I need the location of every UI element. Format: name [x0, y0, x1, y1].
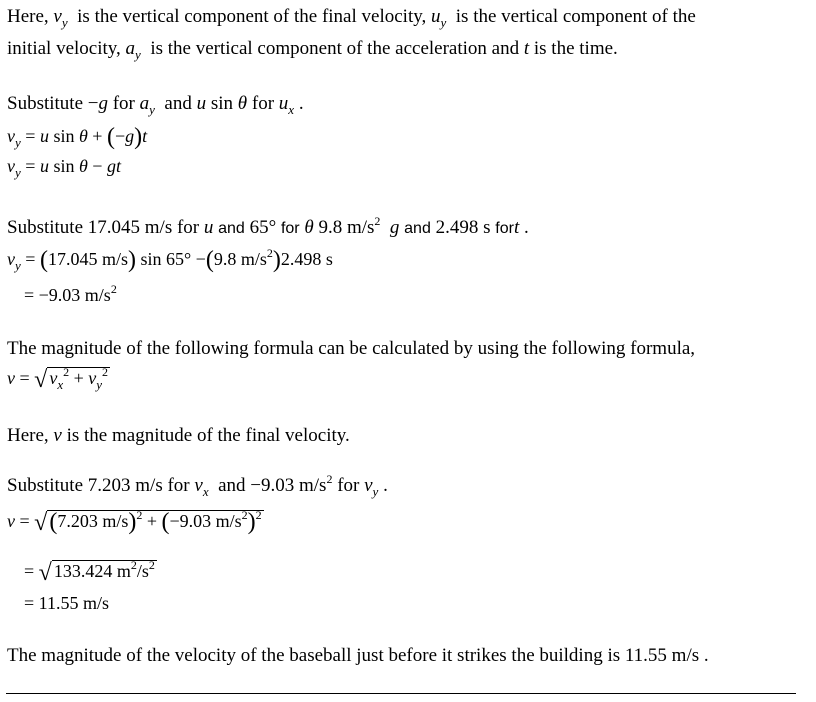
- substitute-3-text: Substitute 7.203 m/s for $v_x$ and −9.03 $m/s^2$ for $v_y$ .: [7, 472, 388, 499]
- substitute-2-eq-1: $v_y = (17.045$ m/s) sin 65° −(9.8 $m/s^2)2.498$ s: [7, 246, 333, 273]
- intro-line-2: initial velocity, $a_y$ is the vertical component of the acceleration and t is the time.: [7, 38, 618, 62]
- bottom-divider: [6, 693, 796, 694]
- substitute-3-eq-1: v = √(7.203 m/s)$^2$ + (−9.03 $m/s^2)^2$: [7, 508, 262, 536]
- substitute-2-eq-2: = −9.03 $m/s^2$: [24, 282, 117, 305]
- substitute-1-eq-1: $v_y = u$ sin θ + (−g)t: [7, 124, 148, 150]
- magnitude-text: The magnitude of the following formula can be calculated by using the following formula,: [7, 338, 696, 359]
- magnitude-formula: v = √ $v_x^2 + v_y^2$: [7, 365, 109, 393]
- intro-line-1: Here, $v_y$ is the vertical component of the final velocity, $u_y$ is the vertical component of the: [7, 6, 696, 30]
- substitute-3-eq-2: = √ 133.424 $m^2/s^2$: [24, 558, 155, 586]
- substitute-3-eq-3: = 11.55 m/s: [24, 593, 109, 613]
- substitute-1-text: Substitute −g for $a_y$ and u sin θ for $u_x$ .: [7, 93, 304, 117]
- substitute-1-eq-2: $v_y = u$ sin θ − gt: [7, 156, 121, 180]
- magnitude-here-text: Here, v is the magnitude of the final velocity.: [7, 425, 350, 446]
- conclusion-text: The magnitude of the velocity of the baseball just before it strikes the building is 11.55 m/s .: [7, 645, 709, 666]
- substitute-2-text: Substitute 17.045 m/s for u and 65° for θ 9.8 $m/s^2$ g and 2.498 s fort .: [7, 214, 529, 238]
